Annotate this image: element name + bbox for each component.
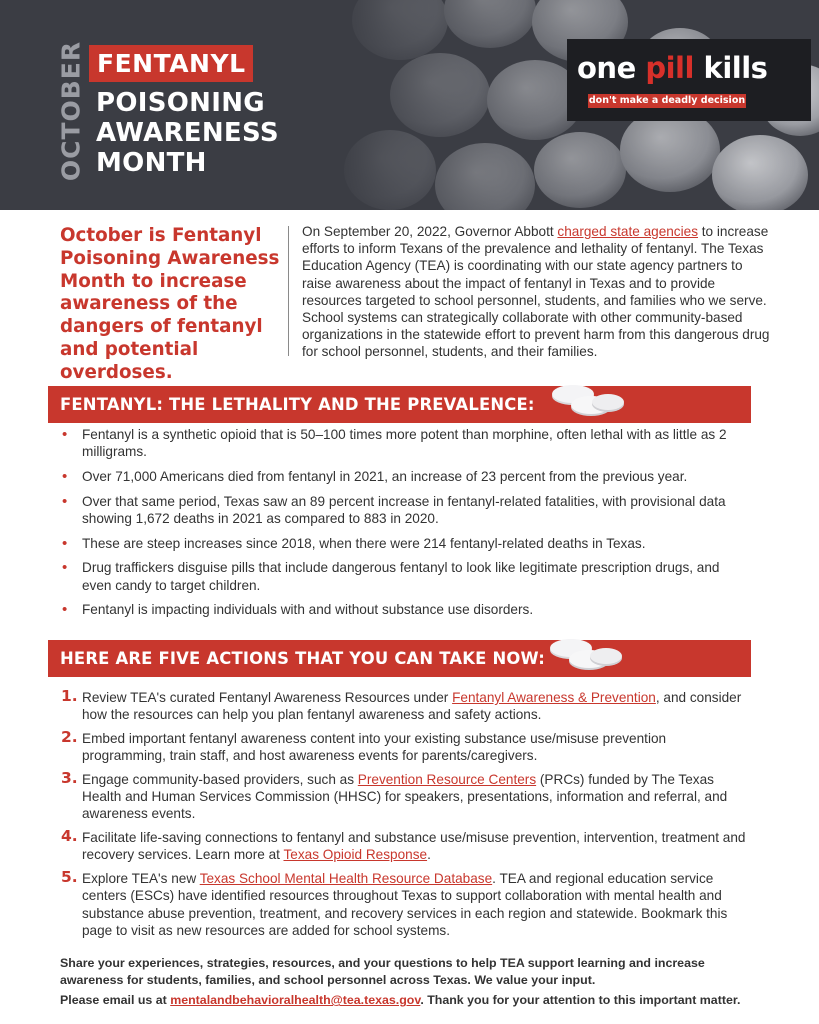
header-title <box>96 88 279 178</box>
one-pill-kills-logo <box>567 39 811 121</box>
charged-state-agencies-link[interactable]: charged state agencies <box>557 224 698 239</box>
action-number: 3. <box>61 769 78 787</box>
logo-tagline: don't make a deadly decision <box>588 95 746 106</box>
email-link[interactable]: mentalandbehavioralhealth@tea.texas.gov <box>170 993 421 1008</box>
list-item: • Fentanyl is impacting individuals with and without substance use disorders. <box>60 601 750 618</box>
intro-divider <box>288 226 289 356</box>
fentanyl-title-box <box>89 45 253 82</box>
action-item: 1. Review TEA's curated Fentanyl Awareness Resources under Fentanyl Awareness & Prevention, and consider how the resources can help you plan fentanyl awareness and safety actions. <box>61 687 742 723</box>
header-title-line: MONTH <box>96 148 207 178</box>
month-vertical-label: OCTOBER <box>56 40 86 182</box>
footer <box>60 955 760 1013</box>
action-item: 4. Facilitate life-saving connections to fentanyl and substance use/misuse prevention, intervention, treatment and recovery services. Learn more at Texas Opioid Response. <box>61 827 746 863</box>
action-item: 3. Engage community-based providers, such as Prevention Resource Centers (PRCs) funded by The Texas Health and Human Services Commission (HHSC) for speakers, presentations, information and referral, and awareness events. <box>61 769 728 822</box>
header-title-line: POISONING <box>96 88 265 118</box>
list-item: • Fentanyl is a synthetic opioid that is 50–100 times more potent than morphine, often lethal with as little as 2 milligrams. <box>60 426 750 461</box>
section-title-actions: HERE ARE FIVE ACTIONS THAT YOU CAN TAKE NOW: <box>60 649 546 668</box>
list-item: • Over 71,000 Americans died from fentanyl in 2021, an increase of 23 percent from the previous year. <box>60 468 750 485</box>
texas-opioid-response-link[interactable]: Texas Opioid Response <box>283 847 428 863</box>
mental-health-resource-database-link[interactable]: Texas School Mental Health Resource Database <box>199 871 493 887</box>
lethality-bullet-list <box>60 426 750 626</box>
pills-icon <box>548 380 628 424</box>
section-banner-lethality <box>48 386 751 423</box>
section-title-lethality: FENTANYL: THE LETHALITY AND THE PREVALENCE: <box>60 395 535 414</box>
logo-wordmark <box>577 51 767 85</box>
fentanyl-title: FENTANYL <box>97 49 246 78</box>
section-banner-actions <box>48 640 751 677</box>
header-banner <box>0 0 819 210</box>
footer-email-text: Please email us at mentalandbehavioralhealth@tea.texas.gov. Thank you for your attention to this important matter. <box>60 993 741 1008</box>
logo-kills: kills <box>693 51 768 85</box>
footer-share-text: Share your experiences, strategies, resources, and your questions to help TEA support learning and increase awareness for students, families, and school personnel across Texas. We value your input. <box>60 956 705 987</box>
list-item: • Drug traffickers disguise pills that include dangerous fentanyl to look like legitimate prescription drugs, and even candy to target children. <box>60 559 750 594</box>
pills-icon <box>546 634 626 678</box>
list-item: • Over that same period, Texas saw an 89 percent increase in fentanyl-related fatalities, with provisional data showing 1,672 deaths in 2021 as compared to 883 in 2020. <box>60 493 750 528</box>
action-number: 5. <box>61 868 78 887</box>
logo-pill: pill <box>645 51 694 85</box>
intro-body: On September 20, 2022, Governor Abbott charged state agencies to increase efforts to inform Texans of the prevalence and lethality of fentanyl. The Texas Education Agency (TEA) is coordinating with our state agency partners to raise awareness about the impact of fentanyl in Texas and to provide resources targeted to school personnel, students, and families who we serve. School systems can strategically collaborate with other community-based organizations in the statewide effort to prevent harm from this dangerous drug for school personnel, students, and their families. <box>302 224 770 360</box>
logo-one: one <box>577 51 646 85</box>
header-title-line: AWARENESS <box>96 118 279 148</box>
actions-list <box>60 689 750 946</box>
action-number: 4. <box>61 827 78 846</box>
fentanyl-awareness-prevention-link[interactable]: Fentanyl Awareness & Prevention <box>452 690 656 705</box>
intro-headline: October is Fentanyl Poisoning Awareness Month to increase awareness of the dangers of fentanyl and potential overdoses. <box>60 225 280 383</box>
action-item: 2. Embed important fentanyl awareness content into your existing substance use/misuse prevention programming, train staff, and host awareness events for parents/caregivers. <box>61 728 667 764</box>
action-number: 1. <box>61 687 78 705</box>
action-number: 2. <box>61 728 78 746</box>
action-item: 5. Explore TEA's new Texas School Mental Health Resource Database. TEA and regional education service centers (ESCs) have identified resources throughout Texas to support collaboration with mental health and substance abuse prevention, treatment, and recovery services in each region and statewide. Bookmark this page to visit as new resources are added for school systems. <box>61 868 728 938</box>
list-item: • These are steep increases since 2018, when there were 214 fentanyl-related deaths in Texas. <box>60 535 750 552</box>
prevention-resource-centers-link[interactable]: Prevention Resource Centers <box>357 772 537 787</box>
